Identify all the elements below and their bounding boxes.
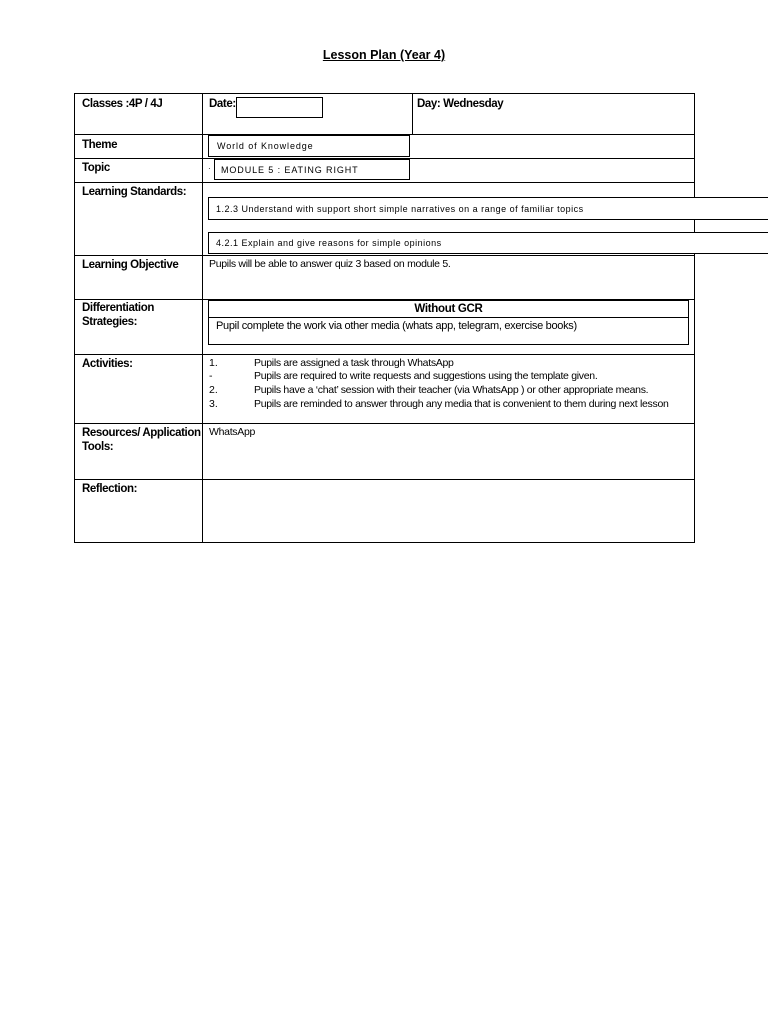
classes-label: Classes :4P / 4J — [82, 98, 163, 110]
date-label: Date: — [209, 98, 236, 110]
differentiation-heading: Without GCR — [209, 301, 688, 318]
row-divider — [75, 423, 694, 424]
row-divider — [75, 182, 694, 183]
activity-text: Pupils are required to write requests and suggestions using the template given. — [254, 370, 598, 382]
resources-value: WhatsApp — [209, 426, 256, 438]
learning-standard-item — [208, 232, 768, 254]
theme-label: Theme — [82, 139, 118, 151]
differentiation-value: Pupil complete the work via other media (whats app, telegram, exercise books) — [216, 320, 577, 332]
lesson-plan-table — [74, 93, 695, 543]
activity-text: Pupils are reminded to answer through any media that is convenient to them during next lesson — [254, 398, 669, 410]
theme-field — [208, 135, 410, 157]
resources-label — [82, 426, 201, 454]
learning-objective-label: Learning Objective — [82, 259, 179, 271]
differentiation-label-line: Strategies: — [82, 316, 138, 328]
reflection-label: Reflection: — [82, 483, 138, 495]
activities-label: Activities: — [82, 358, 133, 370]
document-title: Lesson Plan (Year 4) — [322, 48, 446, 62]
learning-standard-text: 1.2.3 Understand with support short simple narratives on a range of familiar topics — [216, 204, 584, 214]
resources-label-line: Tools: — [82, 441, 114, 453]
row-divider — [75, 354, 694, 355]
activity-number: 1. — [209, 357, 218, 369]
row-divider — [75, 479, 694, 480]
learning-standard-item — [208, 197, 768, 220]
activity-text: Pupils have a ‘chat’ session with their teacher (via WhatsApp ) or other appropriate means. — [254, 384, 649, 396]
label-column-divider — [202, 94, 203, 542]
activity-number: 3. — [209, 398, 218, 410]
day-column-divider — [412, 94, 413, 134]
activity-number: - — [209, 370, 213, 382]
topic-field — [214, 159, 410, 180]
differentiation-label — [82, 301, 154, 329]
topic-value: MODULE 5 : EATING RIGHT — [221, 165, 359, 175]
topic-bullet: · — [208, 164, 211, 173]
learning-standard-text: 4.2.1 Explain and give reasons for simple opinions — [216, 238, 442, 248]
date-field[interactable] — [236, 97, 323, 118]
activity-number: 2. — [209, 384, 218, 396]
topic-label: Topic — [82, 162, 110, 174]
day-label: Day: Wednesday — [417, 98, 504, 110]
learning-objective-value: Pupils will be able to answer quiz 3 based on module 5. — [209, 258, 451, 270]
differentiation-box — [208, 300, 689, 345]
learning-standards-label: Learning Standards: — [82, 186, 187, 198]
row-divider — [75, 255, 694, 256]
differentiation-label-line: Differentiation — [82, 302, 154, 314]
activity-text: Pupils are assigned a task through WhatsApp — [254, 357, 454, 369]
theme-value: World of Knowledge — [217, 141, 314, 151]
resources-label-line: Resources/ Application — [82, 427, 201, 439]
